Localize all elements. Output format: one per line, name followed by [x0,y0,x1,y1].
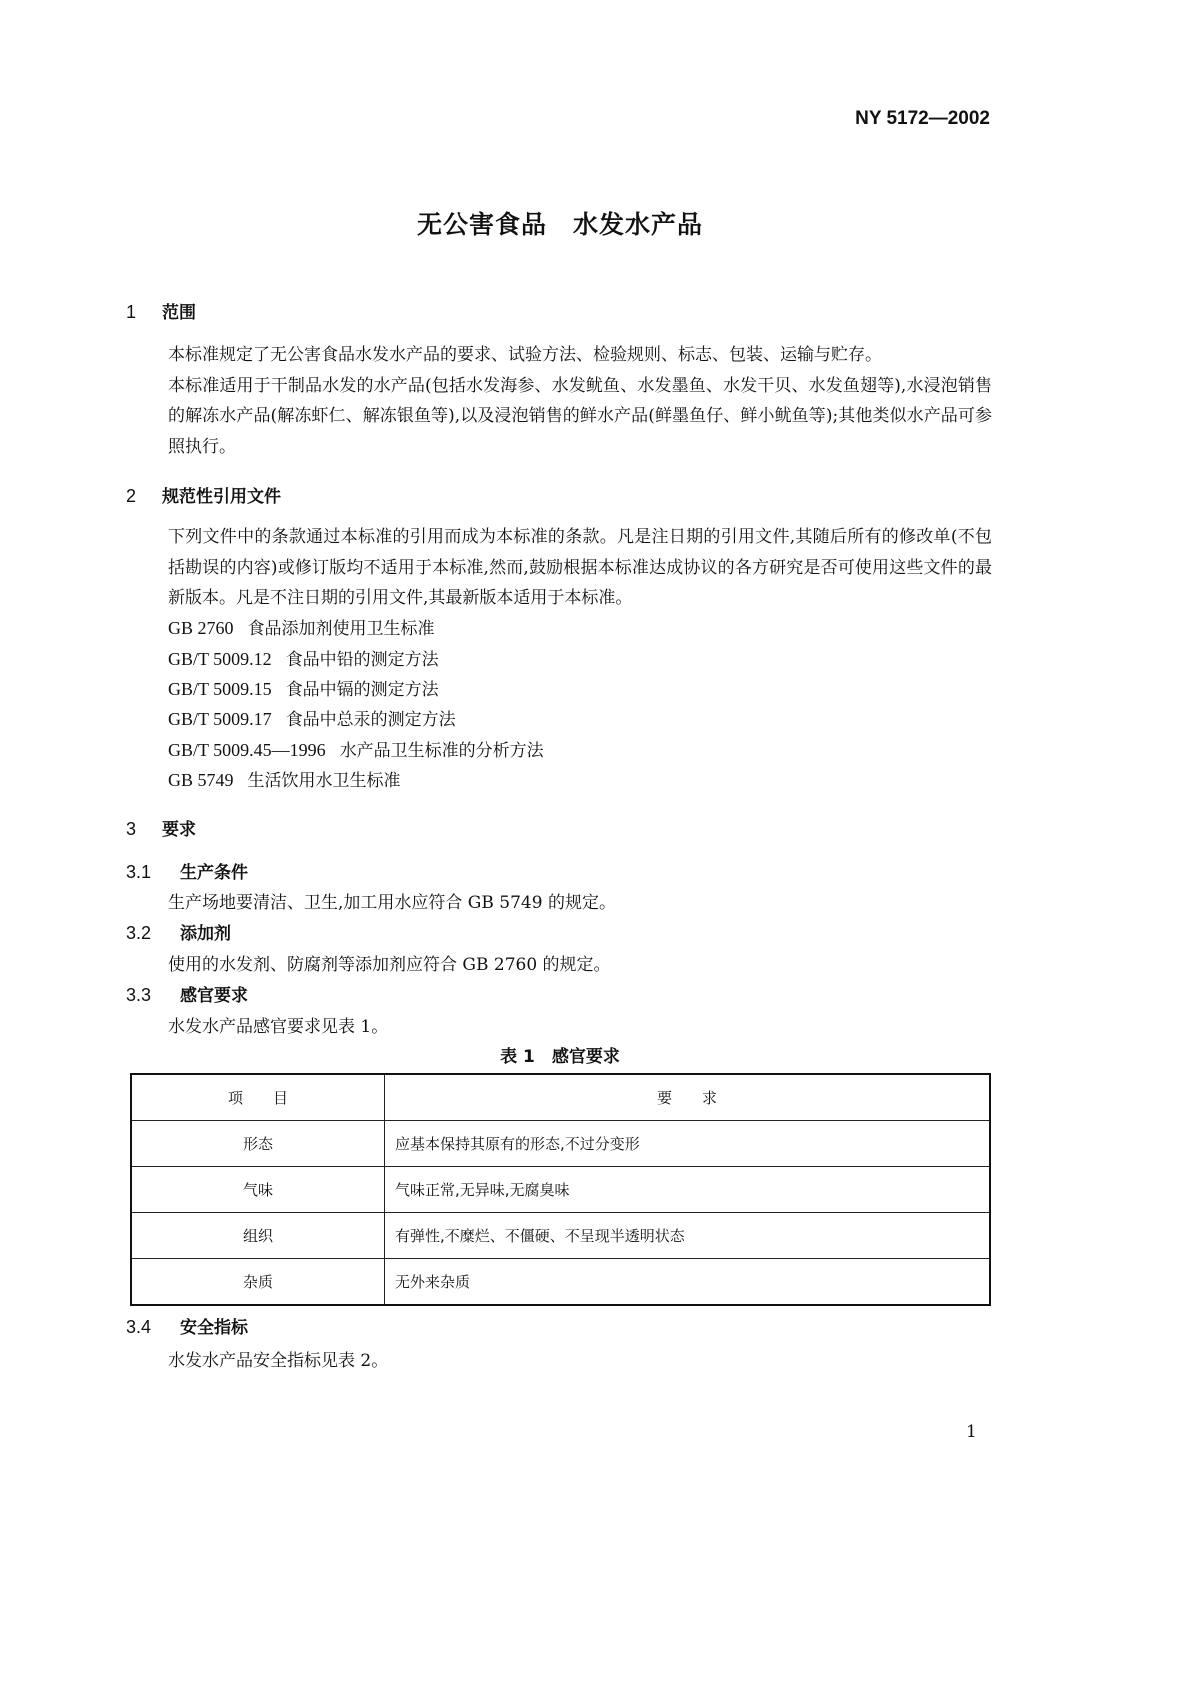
reference-item: GB 2760 食品添加剂使用卫生标准 [168,618,435,639]
reference-item: GB/T 5009.15 食品中镉的测定方法 [168,679,439,700]
section-3-3-heading: 3.3 感官要求 [126,985,248,1006]
column-header: 项 目 [131,1074,385,1121]
section-3-2-heading: 3.2 添加剂 [126,923,231,944]
sensory-requirements-table [130,1073,991,1306]
column-header: 要 求 [385,1074,991,1121]
section-3-2-text: 使用的水发剂、防腐剂等添加剂应符合 GB 2760 的规定。 [168,955,611,975]
section-1-body [126,340,992,462]
reference-item: GB/T 5009.12 食品中铅的测定方法 [168,649,439,670]
table-row [131,1259,990,1306]
table-cell: 气味正常,无异味,无腐臭味 [385,1167,991,1213]
page-number: 1 [966,1422,977,1442]
section-3-4-heading: 3.4 安全指标 [126,1317,248,1338]
section-3-1-heading: 3.1 生产条件 [126,862,248,883]
table-caption: 表 1 感官要求 [500,1047,620,1067]
reference-item: GB/T 5009.17 食品中总汞的测定方法 [168,709,456,730]
table-cell: 应基本保持其原有的形态,不过分变形 [385,1121,991,1167]
section-3-3-text: 水发水产品感官要求见表 1。 [168,1017,389,1037]
paragraph: 下列文件中的条款通过本标准的引用而成为本标准的条款。凡是注日期的引用文件,其随后所有的修改单(不包括勘误的内容)或修订版均不适用于本标准,然而,鼓励根据本标准达成协议的各方研究是否可使用这些文件的最新版本。凡是不注日期的引用文件,其最新版本适用于本标准。 [168,527,992,608]
table-row [131,1167,990,1213]
standard-number: NY 5172—2002 [855,108,990,129]
paragraph: 本标准规定了无公害食品水发水产品的要求、试验方法、检验规则、标志、包装、运输与贮存。 [168,345,882,365]
table-cell: 杂质 [131,1259,385,1306]
section-3-4-text: 水发水产品安全指标见表 2。 [168,1351,389,1371]
section-2-heading: 2 规范性引用文件 [126,486,281,507]
document-title: 无公害食品 水发水产品 [416,210,703,239]
table-row [131,1213,990,1259]
section-3-heading: 3 要求 [126,819,196,840]
table-row [131,1121,990,1167]
section-3-1-text: 生产场地要清洁、卫生,加工用水应符合 GB 5749 的规定。 [168,893,616,913]
section-2-body [126,522,992,614]
section-1-heading: 1 范围 [126,302,196,323]
table-cell: 组织 [131,1213,385,1259]
reference-item: GB/T 5009.45—1996 水产品卫生标准的分析方法 [168,740,544,761]
paragraph: 本标准适用于干制品水发的水产品(包括水发海参、水发鱿鱼、水发墨鱼、水发干贝、水发鱼翅等),水浸泡销售的解冻水产品(解冻虾仁、解冻银鱼等),以及浸泡销售的鲜水产品(鲜墨鱼仔、鲜小鱿鱼等);其他类似水产品可参照执行。 [168,375,992,457]
reference-item: GB 5749 生活饮用水卫生标准 [168,770,401,791]
table-cell: 有弹性,不糜烂、不僵硬、不呈现半透明状态 [385,1213,991,1259]
table-cell: 气味 [131,1167,385,1213]
table-cell: 无外来杂质 [385,1259,991,1306]
table-header-row [131,1074,990,1121]
table-cell: 形态 [131,1121,385,1167]
